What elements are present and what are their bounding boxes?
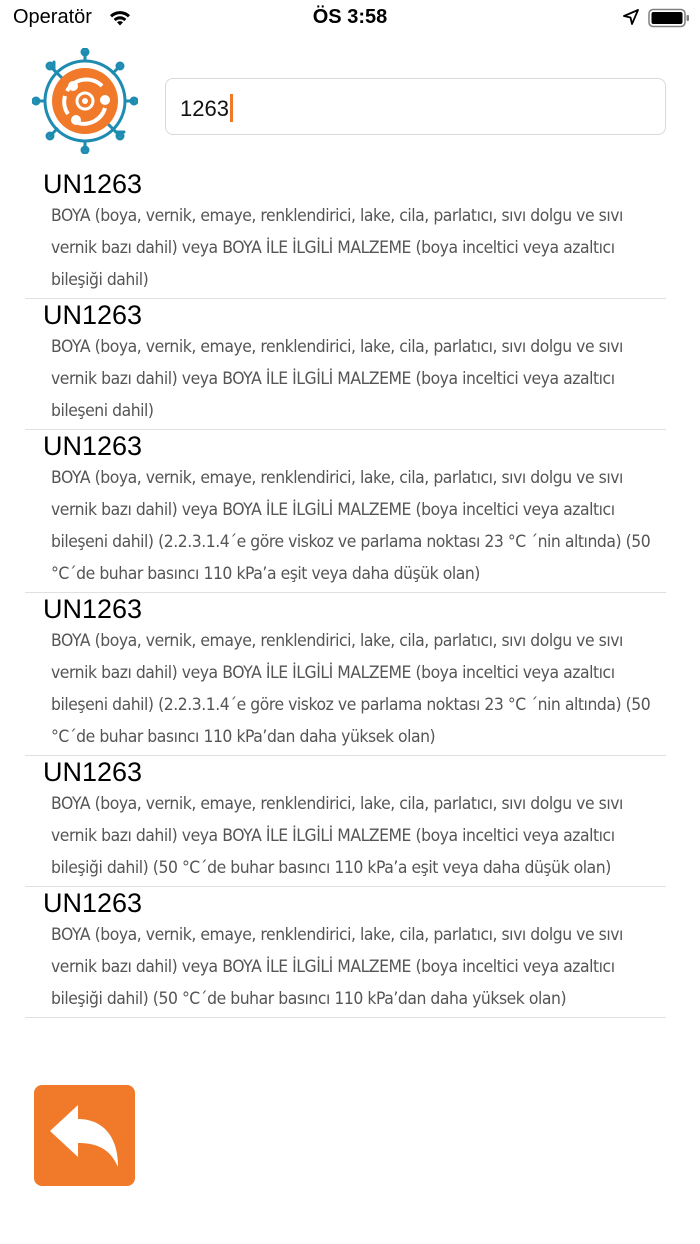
un-code: UN1263	[43, 300, 143, 330]
list-item[interactable]	[0, 887, 700, 1015]
item-description: BOYA (boya, vernik, emaye, renklendirici, lake, cila, parlatıcı, sıvı dolgu ve sıvı vernik bazı dahil) veya BOYA İLE İLGİLİ MALZEME (boya inceltici veya azaltıcı bileşeni dahil)	[51, 337, 623, 421]
item-description: BOYA (boya, vernik, emaye, renklendirici, lake, cila, parlatıcı, sıvı dolgu ve sıvı vernik bazı dahil) veya BOYA İLE İLGİLİ MALZEME (boya inceltici veya azaltıcı bileşiği dahil) (50 °C´de buhar basıncı 110 kPa’a eşit veya daha düşük olan)	[51, 794, 623, 878]
gear-logo-icon	[32, 48, 138, 154]
un-code: UN1263	[43, 594, 143, 624]
item-description: BOYA (boya, vernik, emaye, renklendirici, lake, cila, parlatıcı, sıvı dolgu ve sıvı vernik bazı dahil) veya BOYA İLE İLGİLİ MALZEME (boya inceltici veya azaltıcı bileşiği dahil) (50 °C´de buhar basıncı 110 kPa’dan daha yüksek olan)	[51, 925, 623, 1009]
un-code: UN1263	[43, 431, 143, 461]
list-item[interactable]	[0, 756, 700, 884]
item-description: BOYA (boya, vernik, emaye, renklendirici, lake, cila, parlatıcı, sıvı dolgu ve sıvı vernik bazı dahil) veya BOYA İLE İLGİLİ MALZEME (boya inceltici veya azaltıcı bileşeni dahil) (2.2.3.1.4´e göre viskoz ve parlama noktası 23 °C ´nin altında) (50 °C´de buhar basıncı 110 kPa’a eşit veya daha düşük olan)	[51, 468, 651, 584]
back-button[interactable]	[34, 1085, 135, 1186]
item-description: BOYA (boya, vernik, emaye, renklendirici, lake, cila, parlatıcı, sıvı dolgu ve sıvı vernik bazı dahil) veya BOYA İLE İLGİLİ MALZEME (boya inceltici veya azaltıcı bileşeni dahil) (2.2.3.1.4´e göre viskoz ve parlama noktası 23 °C ´nin altında) (50 °C´de buhar basıncı 110 kPa’dan daha yüksek olan)	[51, 631, 651, 747]
list-item[interactable]	[0, 430, 700, 590]
list-item[interactable]	[0, 168, 700, 296]
carrier-label: Operatör	[13, 6, 92, 28]
back-arrow-icon	[48, 1101, 122, 1171]
status-bar	[0, 0, 700, 40]
search-input-value: 1263	[180, 96, 229, 121]
results-list	[0, 168, 700, 1018]
search-input[interactable]	[165, 78, 666, 135]
status-time: ÖS 3:58	[312, 6, 388, 28]
divider	[25, 1017, 666, 1018]
list-item[interactable]	[0, 593, 700, 753]
list-item[interactable]	[0, 299, 700, 427]
item-description: BOYA (boya, vernik, emaye, renklendirici, lake, cila, parlatıcı, sıvı dolgu ve sıvı vernik bazı dahil) veya BOYA İLE İLGİLİ MALZEME (boya inceltici veya azaltıcı bileşiği dahil)	[51, 206, 623, 290]
un-code: UN1263	[43, 169, 143, 199]
battery-icon	[648, 8, 690, 28]
location-arrow-icon	[622, 8, 640, 26]
text-caret	[230, 94, 233, 122]
un-code: UN1263	[43, 757, 143, 787]
un-code: UN1263	[43, 888, 143, 918]
